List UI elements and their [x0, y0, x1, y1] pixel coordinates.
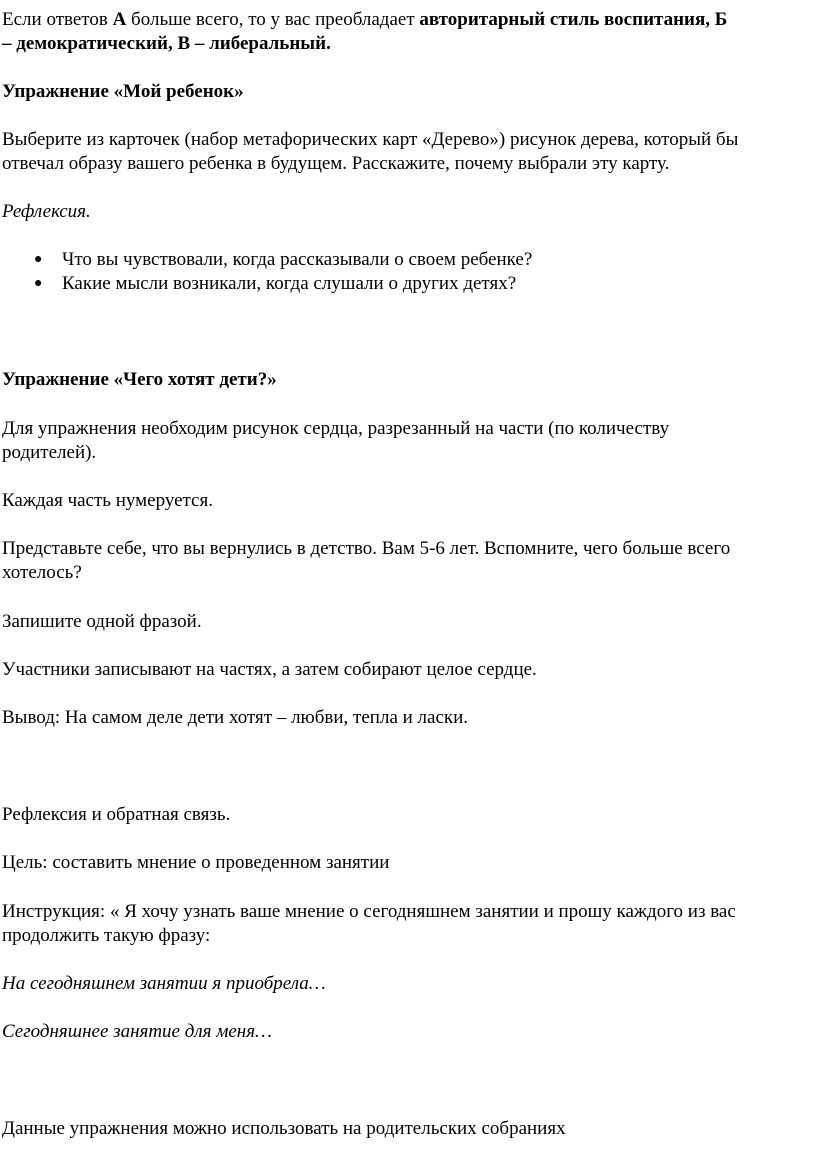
exercise2-p5: Участники записывают на частях, а затем собирают целое сердце.: [2, 659, 537, 680]
intro-letter-a: А: [112, 9, 127, 30]
footer-note: Данные упражнения можно использовать на родительских собраниях: [2, 1118, 566, 1139]
bullet-item-thoughts: [34, 273, 516, 295]
exercise2-p4: Запишите одной фразой.: [2, 611, 202, 632]
intro-text-start: Если ответов: [2, 9, 113, 30]
exercise2-p3-line-1: Представьте себе, что вы вернулись в детство. Вам 5-6 лет. Вспомните, чего больше всего: [2, 538, 731, 559]
feedback-phrase-1: На сегодняшнем занятии я приобрела…: [2, 973, 326, 994]
exercise2-p1-line-2: родителей).: [2, 442, 97, 463]
intro-line-1: [2, 9, 727, 31]
bullet-text: Какие мысли возникали, когда слушали о других детях?: [62, 273, 517, 294]
exercise2-p2: Каждая часть нумеруется.: [2, 490, 213, 511]
exercise1-text-line-1: Выберите из карточек (набор метафорических карт «Дерево») рисунок дерева, который бы: [2, 129, 739, 150]
intro-line-2: – демократический, В – либеральный.: [2, 33, 331, 54]
exercise2-title: Упражнение «Чего хотят дети?»: [2, 369, 277, 390]
feedback-phrase-2: Сегодняшнее занятие для меня…: [2, 1021, 272, 1042]
bullet-item-feelings: [34, 249, 532, 271]
bullet-text: Что вы чувствовали, когда рассказывали о своем ребенке?: [62, 249, 533, 270]
feedback-goal: Цель: составить мнение о проведенном занятии: [2, 852, 390, 873]
bullet-icon: ●: [34, 276, 43, 291]
bullet-icon: ●: [34, 252, 43, 267]
intro-text-middle: больше всего, то у вас преобладает: [126, 9, 420, 30]
feedback-instruction-line-2: продолжить такую фразу:: [2, 925, 211, 946]
exercise2-conclusion: Вывод: На самом деле дети хотят – любви, тепла и ласки.: [2, 707, 469, 728]
exercise1-text-line-2: отвечал образу вашего ребенка в будущем. Расскажите, почему выбрали эту карту.: [2, 153, 670, 174]
feedback-title: Рефлексия и обратная связь.: [2, 804, 231, 825]
exercise2-p3-line-2: хотелось?: [2, 562, 82, 583]
exercise2-p1-line-1: Для упражнения необходим рисунок сердца, разрезанный на части (по количеству: [2, 418, 670, 439]
feedback-instruction-line-1: Инструкция: « Я хочу узнать ваше мнение о сегодняшнем занятии и прошу каждого из вас: [2, 901, 736, 922]
exercise1-title: Упражнение «Мой ребенок»: [2, 81, 244, 102]
exercise1-reflection: Рефлексия.: [2, 201, 91, 222]
intro-authoritarian-style: авторитарный стиль воспитания, Б: [419, 9, 728, 30]
